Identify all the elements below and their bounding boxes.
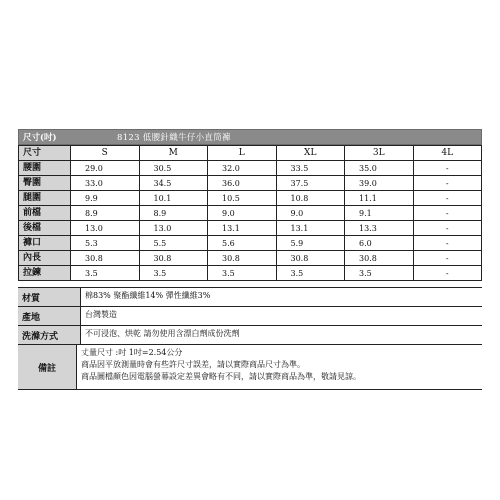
measurement-value: 5.5 [139,236,208,251]
measurement-value: 6.0 [345,236,414,251]
size-row [19,236,482,251]
measurement-value: 5.9 [276,236,345,251]
size-column-label: 尺寸 [19,146,71,161]
size-row [19,206,482,221]
measurement-value: - [413,221,482,236]
measurement-label: 後檔 [19,221,71,236]
origin-label: 產地 [18,307,81,325]
size-chart [18,129,482,390]
measurement-value: 10.8 [276,191,345,206]
measurement-value: 3.5 [208,266,277,281]
measurement-value: 32.0 [208,161,277,176]
unit-label: 尺寸(吋) [23,133,57,143]
measurement-value: 10.5 [208,191,277,206]
measurement-value: 11.1 [345,191,414,206]
measurement-value: 3.5 [276,266,345,281]
size-table-body [19,161,482,281]
measurement-label: 臀圍 [19,176,71,191]
measurement-value: 30.8 [208,251,277,266]
measurement-value: - [413,266,482,281]
measurement-value: - [413,191,482,206]
measurement-value: 5.6 [208,236,277,251]
material-value: 棉83% 聚酯纖維14% 彈性纖維3% [85,291,211,300]
measurement-value: 8.9 [71,206,140,221]
measurement-value: 30.5 [139,161,208,176]
measurement-value: 5.3 [71,236,140,251]
measurement-value: 34.5 [139,176,208,191]
size-row [19,221,482,236]
origin-row [18,307,482,326]
measurement-value: 39.0 [345,176,414,191]
size-header-4l: 4L [413,146,482,161]
wash-label: 洗滌方式 [18,326,81,344]
measurement-label: 腰圍 [19,161,71,176]
measurement-label: 拉鍊 [19,266,71,281]
measurement-value: 36.0 [208,176,277,191]
product-info [18,287,482,390]
measurement-value: - [413,176,482,191]
size-row [19,266,482,281]
measurement-label: 內長 [19,251,71,266]
measurement-value: 10.1 [139,191,208,206]
notes-line: 商品圖檔顏色因電腦螢幕設定差異會略有不同，請以實際商品為準，敬請見諒。 [81,372,361,381]
size-chart-title-bar [18,129,482,145]
measurement-value: - [413,251,482,266]
notes-row [18,345,482,390]
size-table [18,145,482,281]
size-row [19,191,482,206]
measurement-value: 13.0 [139,221,208,236]
size-header-3l: 3L [345,146,414,161]
measurement-label: 腿圍 [19,191,71,206]
product-name: 8123 低腰針織牛仔小直筒褲 [117,133,231,143]
measurement-value: 3.5 [71,266,140,281]
measurement-label: 前檔 [19,206,71,221]
notes-label: 備註 [18,345,77,389]
measurement-value: 3.5 [345,266,414,281]
measurement-value: 37.5 [276,176,345,191]
size-header-l: L [208,146,277,161]
measurement-value: 13.1 [208,221,277,236]
size-header-xl: XL [276,146,345,161]
wash-row [18,326,482,345]
measurement-value: 13.1 [276,221,345,236]
size-row [19,161,482,176]
measurement-value: 35.0 [345,161,414,176]
measurement-value: 30.8 [139,251,208,266]
measurement-value: 9.0 [276,206,345,221]
measurement-value: 13.3 [345,221,414,236]
size-row [19,176,482,191]
size-row [19,251,482,266]
measurement-label: 褲口 [19,236,71,251]
measurement-value: - [413,161,482,176]
measurement-value: 13.0 [71,221,140,236]
measurement-value: - [413,206,482,221]
measurement-value: 9.0 [208,206,277,221]
size-header-row [19,146,482,161]
measurement-value: 9.9 [71,191,140,206]
measurement-value: 33.0 [71,176,140,191]
measurement-value: 3.5 [139,266,208,281]
material-label: 材質 [18,288,81,306]
notes-line: 商品因平放測量時會有些許尺寸誤差，請以實際商品尺寸為準。 [81,360,305,369]
notes-line: 丈量尺寸 :吋 1吋=2.54公分 [81,348,183,357]
measurement-value: 29.0 [71,161,140,176]
origin-value: 台灣製造 [85,310,117,319]
measurement-value: - [413,236,482,251]
size-header-s: S [71,146,140,161]
measurement-value: 30.8 [345,251,414,266]
measurement-value: 30.8 [71,251,140,266]
material-row [18,288,482,307]
measurement-value: 33.5 [276,161,345,176]
measurement-value: 30.8 [276,251,345,266]
measurement-value: 9.1 [345,206,414,221]
measurement-value: 8.9 [139,206,208,221]
size-header-m: M [139,146,208,161]
notes-value [77,345,482,389]
wash-value: 不可浸泡、烘乾 請勿使用含漂白劑成份洗劑 [85,329,240,338]
